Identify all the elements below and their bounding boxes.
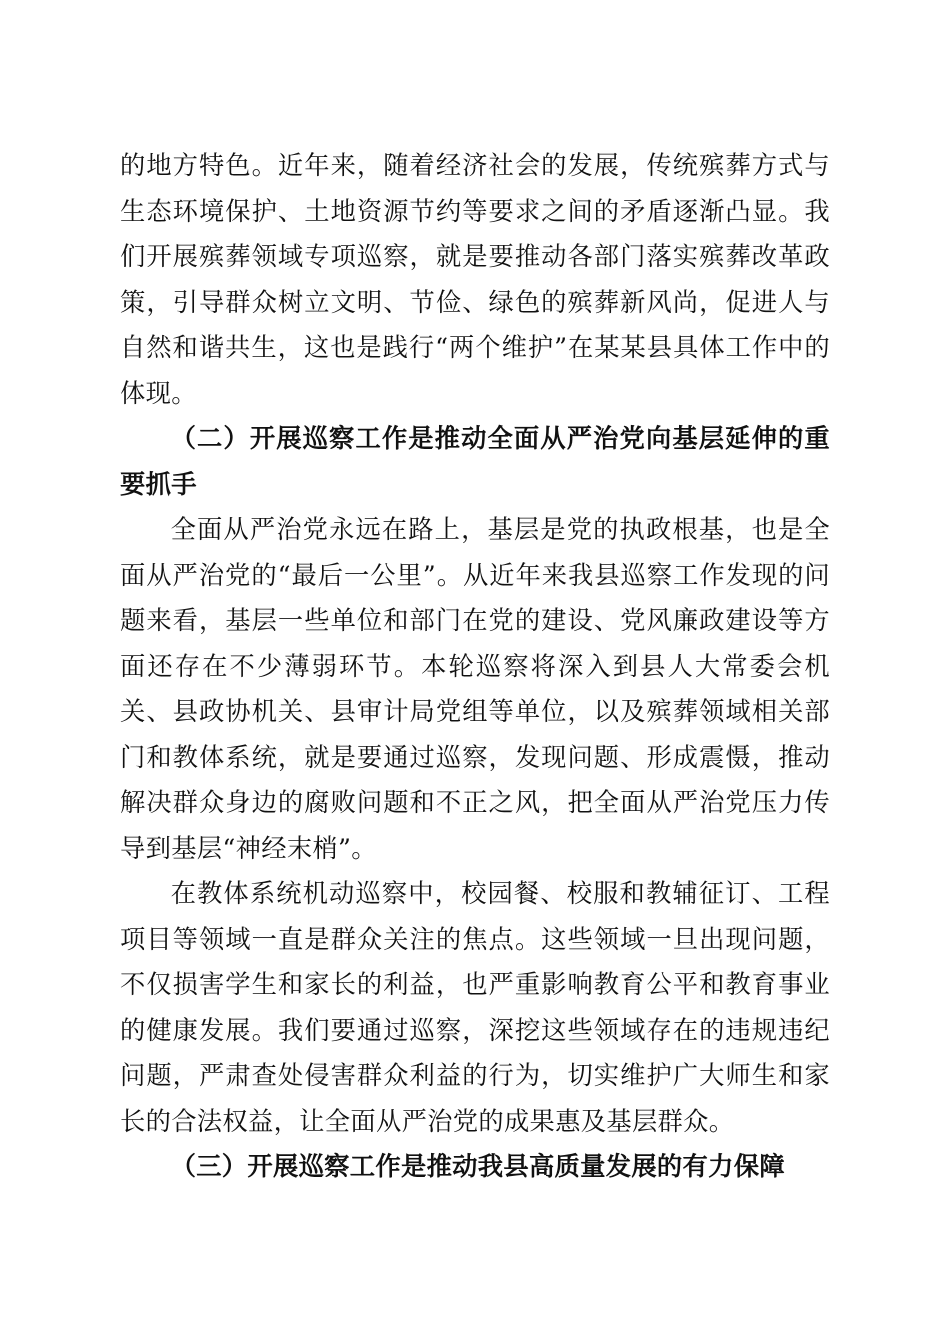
document-page [120,143,830,1190]
body-paragraph: 在教体系统机动巡察中，校园餐、校服和教辅征订、工程项目等领域一直是群众关注的焦点。这些领域一旦出现问题，不仅损害学生和家长的利益，也严重影响教育公平和教育事业的健康发展。我们要通过巡察，深挖这些领域存在的违规违纪问题，严肃查处侵害群众利益的行为，切实维护广大师生和家长的合法权益，让全面从严治党的成果惠及基层群众。 [120,879,830,1136]
section-heading-3: （三）开展巡察工作是推动我县高质量发展的有力保障 [170,1152,785,1181]
section-heading-2: （二）开展巡察工作是推动全面从严治党向基层延伸的重要抓手 [120,424,830,499]
body-paragraph: 全面从严治党永远在路上，基层是党的执政根基，也是全面从严治党的“最后一公里”。从近年来我县巡察工作发现的问题来看，基层一些单位和部门在党的建设、党风廉政建设等方面还存在不少薄弱环节。本轮巡察将深入到县人大常委会机关、县政协机关、县审计局党组等单位，以及殡葬领域相关部门和教体系统，就是要通过巡察，发现问题、形成震慑，推动解决群众身边的腐败问题和不正之风，把全面从严治党压力传导到基层“神经末梢”。 [120,515,830,863]
body-paragraph-continued: 的地方特色。近年来，随着经济社会的发展，传统殡葬方式与生态环境保护、土地资源节约等要求之间的矛盾逐渐凸显。我们开展殡葬领域专项巡察，就是要推动各部门落实殡葬改革政策，引导群众树立文明、节俭、绿色的殡葬新风尚，促进人与自然和谐共生，这也是践行“两个维护”在某某县具体工作中的体现。 [120,151,830,408]
